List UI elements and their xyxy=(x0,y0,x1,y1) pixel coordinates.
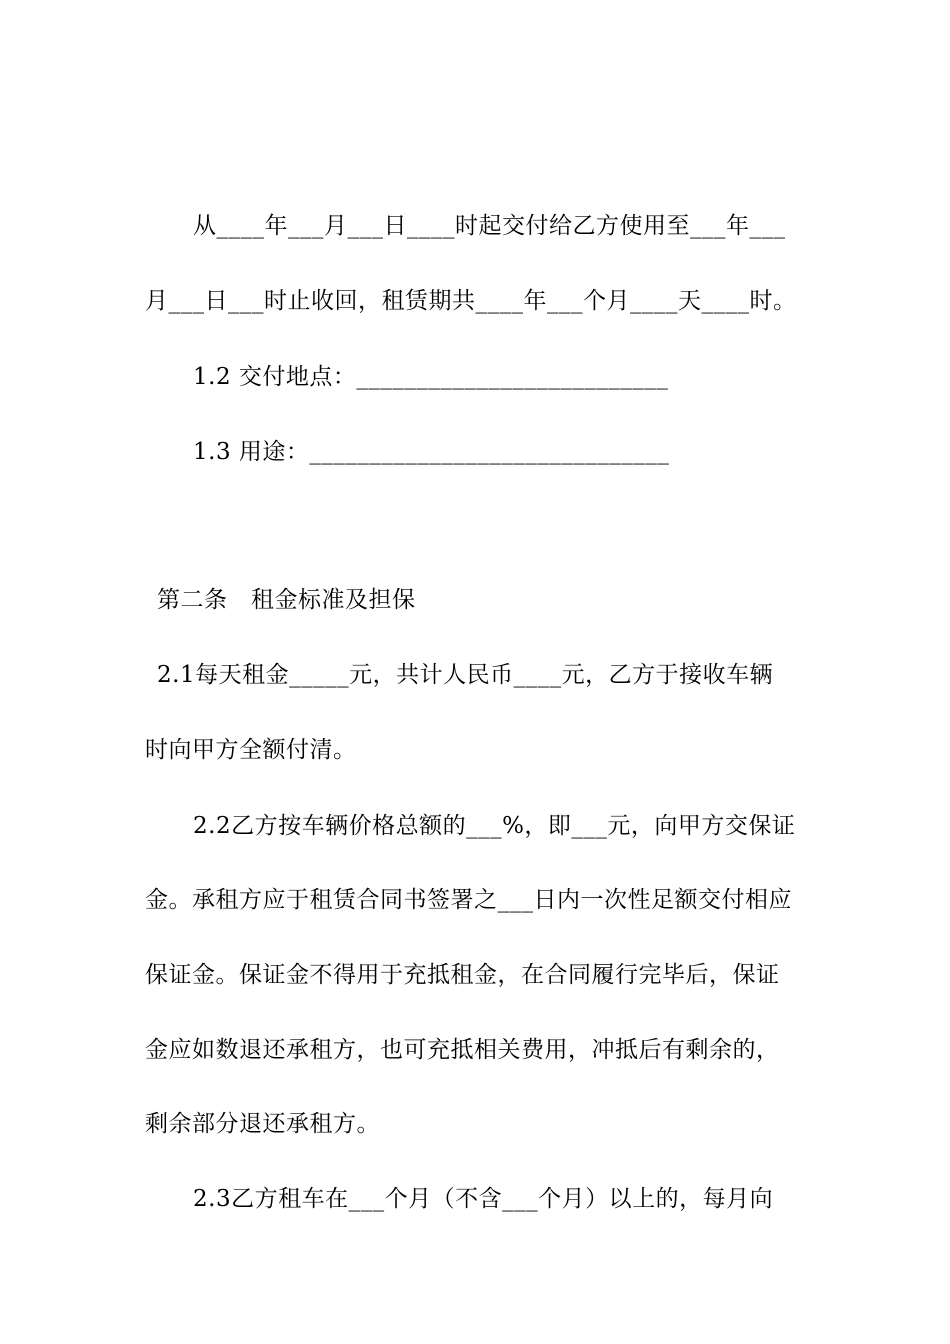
paragraph-line-delivery-period: 从____年___月___日____时起交付给乙方使用至___年___ xyxy=(193,213,786,239)
clause-2-1-continuation: 时向甲方全额付清。 xyxy=(145,737,357,763)
clause-1-2-delivery-location: 1.2 交付地点：__________________________ xyxy=(193,364,669,390)
clause-2-3-long-term-rent: 2.3乙方租车在___个月（不含___个月）以上的，每月向 xyxy=(193,1186,774,1212)
clause-1-3-purpose: 1.3 用途：______________________________ xyxy=(193,439,670,465)
paragraph-line-return-period: 月___日___时止收回，租赁期共____年___个月____天____时。 xyxy=(145,288,797,314)
clause-2-2-deposit: 2.2乙方按车辆价格总额的___%，即___元，向甲方交保证 xyxy=(193,813,796,839)
clause-2-2-continuation-3: 金应如数退还承租方，也可充抵相关费用，冲抵后有剩余的， xyxy=(145,1037,780,1063)
clause-2-2-continuation-4: 剩余部分退还承租方。 xyxy=(145,1111,380,1137)
clause-2-2-continuation-1: 金。承租方应于租赁合同书签署之___日内一次性足额交付相应 xyxy=(145,887,792,913)
clause-2-2-continuation-2: 保证金。保证金不得用于充抵租金，在合同履行完毕后，保证 xyxy=(145,962,780,988)
clause-2-1-daily-rent: 2.1每天租金_____元，共计人民币____元，乙方于接收车辆 xyxy=(157,662,774,688)
article-2-heading: 第二条 租金标准及担保 xyxy=(157,587,416,613)
